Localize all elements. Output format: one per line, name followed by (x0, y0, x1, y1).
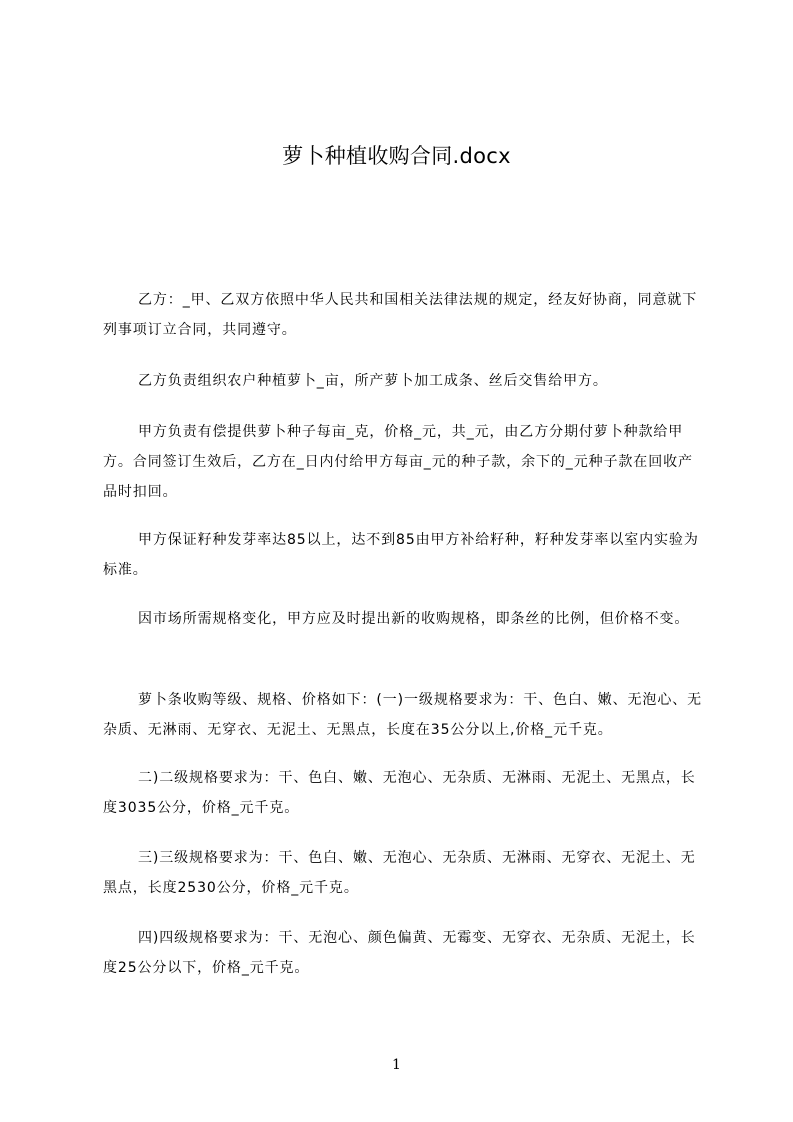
paragraph-grade-one: 萝卜条收购等级、规格、价格如下：(一)一级规格要求为：干、色白、嫩、无泡心、无杂质、无淋雨、无穿衣、无泥土、无黑点，长度在35公分以上,价格_元千克。 (103, 692, 703, 738)
page-number: 1 (392, 1057, 401, 1073)
paragraph-seed-payment: 甲方负责有偿提供萝卜种子每亩_克，价格_元，共_元，由乙方分期付萝卜种款给甲方。合同签订生效后，乙方在_日内付给甲方每亩_元的种子款，余下的_元种子款在回收产品时扣回。 (103, 424, 693, 500)
document-title: 萝卜种植收购合同.docx (282, 144, 511, 168)
paragraph-spec-change: 因市场所需规格变化，甲方应及时提出新的收购规格，即条丝的比例，但价格不变。 (138, 611, 690, 627)
paragraph-planting-area: 乙方负责组织农户种植萝卜_亩，所产萝卜加工成条、丝后交售给甲方。 (138, 373, 608, 389)
paragraph-grade-three: 三)三级规格要求为：干、色白、嫩、无泡心、无杂质、无淋雨、无穿衣、无泥土、无黑点，长度2530公分，价格_元千克。 (103, 850, 696, 896)
paragraph-grade-two: 二)二级规格要求为：干、色白、嫩、无泡心、无杂质、无淋雨、无泥土、无黑点，长度3035公分，价格_元千克。 (103, 770, 696, 816)
paragraph-grade-four: 四)四级规格要求为：干、无泡心、颜色偏黄、无霉变、无穿衣、无杂质、无泥土，长度25公分以下，价格_元千克。 (103, 930, 696, 976)
paragraph-germination-rate: 甲方保证籽种发芽率达85以上，达不到85由甲方补给籽种，籽种发芽率以室内实验为标准。 (103, 532, 699, 578)
paragraph-parties: 乙方：_甲、乙双方依照中华人民共和国相关法律法规的规定，经友好协商，同意就下列事项订立合同，共同遵守。 (103, 292, 698, 338)
